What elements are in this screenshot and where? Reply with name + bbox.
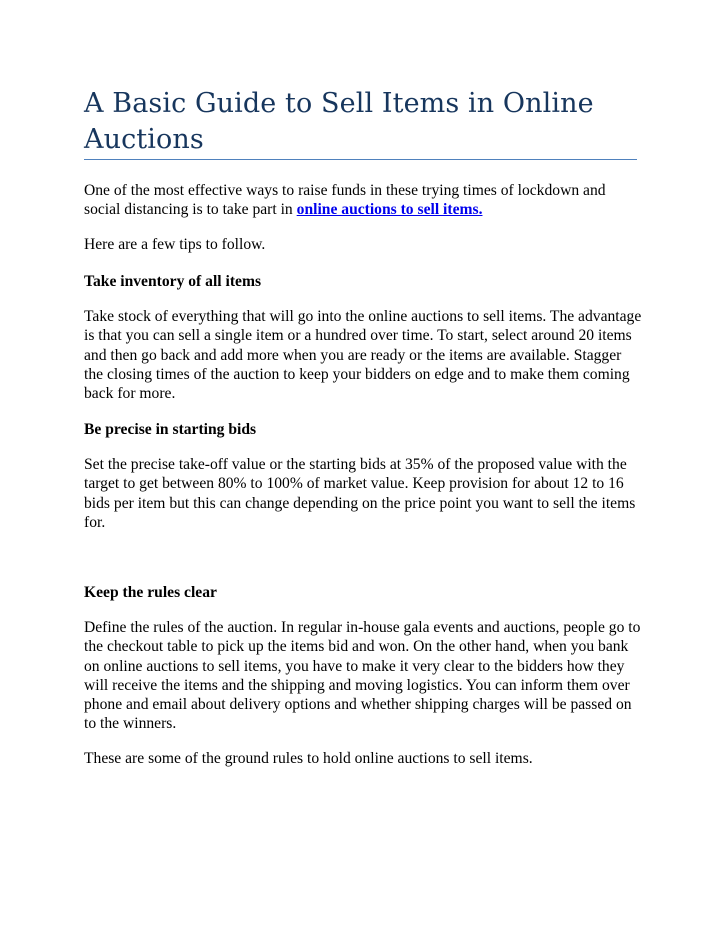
section-heading-starting-bids: Be precise in starting bids — [84, 421, 257, 438]
section-body-inventory: Take stock of everything that will go into the online auctions to sell items. The advantage is that you can sell a single item or a hundred over time. To start, select around 20 items and then go back and add more when you are ready or the items are available. Stagger the closing times of the auction to keep your bidders on edge and to make them coming back for more. — [84, 308, 642, 403]
online-auctions-link[interactable]: online auctions to sell items. — [296, 201, 483, 219]
title-underline-rule — [84, 159, 637, 160]
section-heading-rules: Keep the rules clear — [84, 584, 217, 601]
closing-paragraph: These are some of the ground rules to hold online auctions to sell items. — [84, 750, 533, 767]
document-title: A Basic Guide to Sell Items in Online Auctions — [84, 88, 594, 155]
tips-intro-text: Here are a few tips to follow. — [84, 236, 266, 253]
intro-paragraph — [84, 181, 644, 220]
section-heading-inventory: Take inventory of all items — [84, 273, 262, 290]
intro-text: One of the most effective ways to raise funds in these trying times of lockdown and social distancing is to take part in — [84, 182, 606, 219]
section-body-starting-bids: Set the precise take-off value or the starting bids at 35% of the proposed value with the target to get between 80% to 100% of market value. Keep provision for about 12 to 16 bids per item but this can change depending on the price point you want to sell the items for. — [84, 456, 636, 531]
section-body-rules: Define the rules of the auction. In regular in-house gala events and auctions, people go to the checkout table to pick up the items bid and won. On the other hand, when you bank on online auctions to sell items, you have to make it very clear to the bidders how they will receive the items and the shipping and moving logistics. You can inform them over phone and email about delivery options and whether shipping charges will be passed on to the winners. — [84, 619, 641, 733]
